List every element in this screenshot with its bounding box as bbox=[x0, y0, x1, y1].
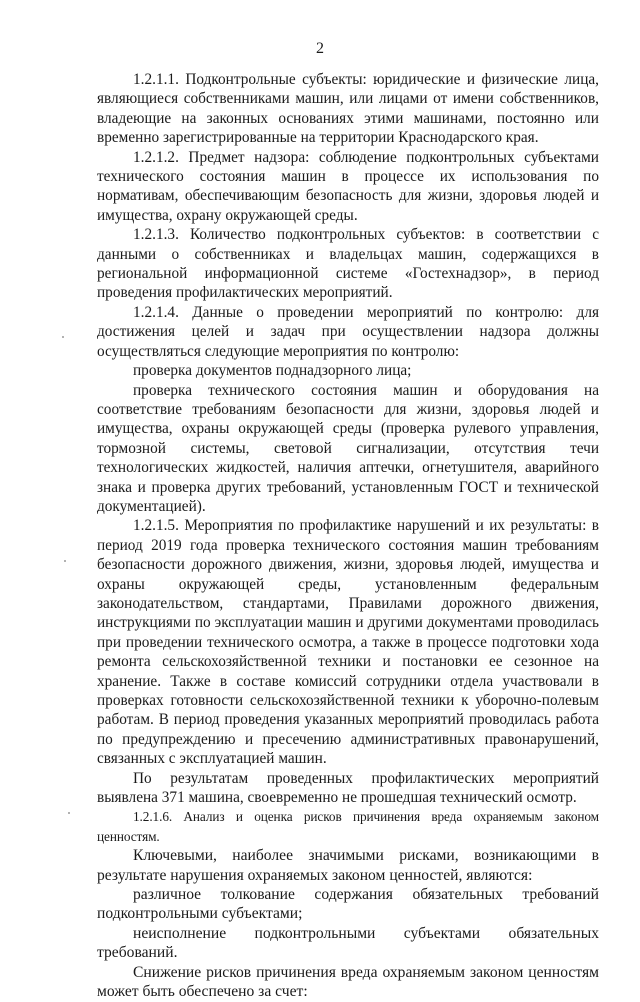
page-number: 2 bbox=[316, 40, 324, 57]
paragraph-document-check: проверка документов поднадзорного лица; bbox=[133, 362, 412, 380]
paragraph-1-2-1-2: 1.2.1.2. Предмет надзора: соблюдение подконтрольных субъектами технического состояния машин в процессе их использования по нормативам, обеспечивающим безопасность для жизни, здоровья людей и имущества, охрану окружающей среды. bbox=[97, 148, 599, 224]
paragraph-risk-interpretation: различное толкование содержания обязательных требований подконтрольными субъектами; bbox=[97, 886, 599, 923]
paragraph-1-2-1-6: 1.2.1.6. Анализ и оценка рисков причинения вреда охраняемым законом ценностям. bbox=[97, 809, 599, 844]
paragraph-results: По результатам проведенных профилактических мероприятий выявлена 371 машина, своевременно не прошедшая технический осмотр. bbox=[97, 769, 599, 807]
scan-artifact bbox=[62, 336, 64, 338]
paragraph-1-2-1-4: 1.2.1.4. Данные о проведении мероприятий по контролю: для достижения целей и задач при осуществлении надзора должны осуществляться следующие мероприятия по контролю: bbox=[97, 303, 599, 360]
paragraph-1-2-1-5: 1.2.1.5. Мероприятия по профилактике нарушений и их результаты: в период 2019 года проверка технического состояния машин требованиям безопасности дорожного движения, жизни, здоровья людей, имущества и охраны окружающей среды, установленным федеральным законодательством, стандартами, Правилами дорожного движения, инструкциями по эксплуатации машин и другими документами проводилась при проведении технического осмотра, а также в процессе подготовки хода ремонта сельскохозяйственной техники и постановки ее сезонное на хранение. Также в составе комиссий сотрудники отдела участвовали в проверках готовности сельскохозяйственной техники к уборочно-полевым работам. В период проведения указанных мероприятий проводилась работа по предупреждению и пресечению административных правонарушений, связанных с эксплуатацией машин. bbox=[97, 517, 599, 768]
paragraph-key-risks: Ключевыми, наиболее значимыми рисками, возникающими в результате нарушения охраняемых законом ценностей, являются: bbox=[97, 847, 599, 884]
document-body bbox=[97, 70, 599, 1002]
paragraph-1-2-1-1: 1.2.1.1. Подконтрольные субъекты: юридические и физические лица, являющиеся собственниками машин, или лицами от имени собственников, владеющие на законных основаниях этими машинами, постоянно или временно зарегистрированные на территории Краснодарского края. bbox=[97, 71, 599, 147]
scan-artifact bbox=[64, 560, 66, 562]
paragraph-1-2-1-3: 1.2.1.3. Количество подконтрольных субъектов: в соответствии с данными о собственниках и владельцах машин, содержащихся в региональной информационной системе «Гостехнадзор», в период проведения профилактических мероприятий. bbox=[97, 226, 599, 302]
paragraph-risk-noncompliance: неисполнение подконтрольными субъектами обязательных требований. bbox=[97, 924, 599, 962]
scan-artifact bbox=[68, 812, 70, 814]
paragraph-technical-check: проверка технического состояния машин и оборудования на соответствие требованиям безопасности для жизни, здоровья людей и имущества, охраны окружающей среды (проверка рулевого управления, тормозной системы, световой сигнализации, отсутствия течи технологических жидкостей, наличия аптечки, огнетушителя, аварийного знака и проверка других требований, установленным ГОСТ и технической документацией). bbox=[97, 381, 599, 515]
paragraph-risk-reduction: Снижение рисков причинения вреда охраняемым законом ценностям может быть обеспечено за счет: bbox=[97, 963, 599, 1001]
